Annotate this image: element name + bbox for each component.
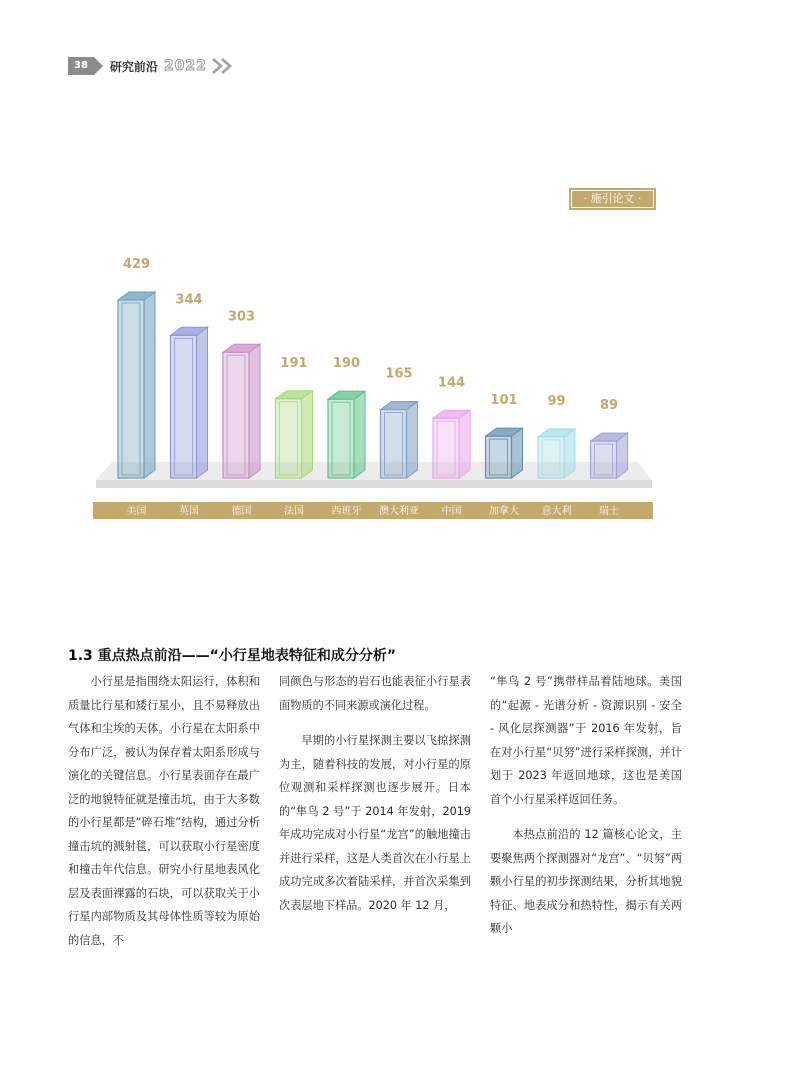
category-label: 德国 [231, 506, 252, 517]
bar-4 [276, 391, 313, 478]
text-column-1 [68, 670, 260, 964]
bar-value-label: 344 [175, 292, 203, 308]
category-label: 法国 [284, 506, 304, 517]
category-label: 加拿大 [489, 506, 519, 517]
bar-10 [591, 433, 628, 478]
category-label: 瑞士 [599, 506, 619, 517]
page-header [68, 56, 235, 76]
bar-5 [328, 391, 365, 478]
paragraph: 小行星是指围绕太阳运行，体积和质量比行星和矮行星小，且不易释放出气体和尘埃的天体。小行星在太阳系中分布广泛，被认为保存着太阳系形成与演化的关键信息。小行星表面存在最广泛的地貌特征就是撞击坑，由于大多数的小行星都是“碎石堆”结构，通过分析撞击坑的溅射毯，可以获取小行星密度和撞击年代信息。研究小行星地表风化层及表面裸露的石块，可以获取关于小行星内部物质及其母体性质等较为原始的信息，不 [68, 675, 260, 947]
bar-2 [171, 327, 208, 478]
citing-papers-badge: · 施引论文 · [569, 188, 656, 210]
category-label: 西班牙 [331, 506, 362, 517]
category-label: 意大利 [541, 506, 572, 517]
bar-6 [381, 402, 418, 478]
bar-7 [433, 410, 470, 478]
bar-value-label: 165 [385, 366, 413, 382]
paragraph: “隼鸟 2 号”携带样品着陆地球。美国的“起源 - 光谱分析 - 资源识别 - 安全 - 风化层探测器”于 2016 年发射，旨在对小行星“贝努”进行采样探测，并计划于 2023 年返回地球，这也是美国首个小行星采样返回任务。 [490, 675, 682, 806]
bar-value-label: 191 [280, 355, 308, 371]
bar-value-label: 190 [332, 356, 361, 372]
bar-8 [486, 428, 523, 478]
category-label: 英国 [179, 506, 199, 517]
header-title: 研究前沿 [109, 59, 158, 74]
double-chevron-icon [211, 58, 235, 74]
category-label: 美国 [126, 506, 147, 517]
bar-9 [538, 429, 575, 478]
bar-value-label: 101 [490, 393, 518, 409]
section-heading: 1.3 重点热点前沿——“小行星地表特征和成分分析” [68, 648, 397, 664]
header-year: 2022 [163, 58, 207, 74]
bar-value-label: 303 [227, 309, 256, 325]
country-bar-chart [0, 240, 793, 530]
category-label: 中国 [441, 506, 462, 517]
bar-value-label: 89 [599, 398, 619, 414]
bar-1 [118, 292, 155, 478]
bar-value-label: 144 [437, 375, 466, 391]
bar-3 [223, 344, 260, 478]
page-number: 38 [68, 57, 94, 75]
text-column-3 [490, 670, 682, 953]
text-column-2 [279, 670, 471, 929]
category-label: 澳大利亚 [379, 506, 419, 517]
paragraph: 早期的小行星探测主要以飞掠探测为主，随着科技的发展，对小行星的原位观测和采样探测也逐步展开。日本的“隼鸟 2 号”于 2014 年发射，2019 年成功完成对小行星“龙宫”的触地撞击并进行采样，这是人类首次在小行星上成功完成多次着陆采样，并首次采集到次表层地下样品。2020 年 12 月， [279, 734, 471, 912]
bar-value-label: 429 [122, 257, 151, 272]
paragraph: 同颜色与形态的岩石也能表征小行星表面物质的不同来源或演化过程。 [279, 675, 471, 712]
bar-value-label: 99 [547, 393, 566, 409]
paragraph: 本热点前沿的 12 篇核心论文，主要聚焦两个探测器对“龙宫”、“贝努”两颗小行星的初步探测结果，分析其地貌特征、地表成分和热特性，揭示有关两颗小 [490, 828, 682, 935]
